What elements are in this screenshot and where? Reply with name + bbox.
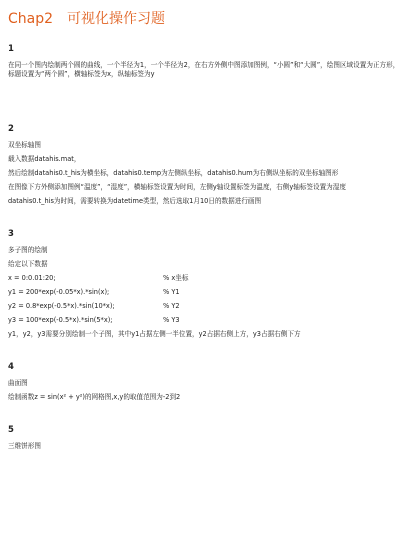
paragraph: y1，y2，y3需要分别绘制一个子图，其中y1占据左侧一半位置，y2占据右侧上方，y3占据右侧下方 — [8, 330, 301, 338]
section-heading: 多子图的绘制 — [8, 246, 48, 254]
code-comment: % Y2 — [163, 302, 180, 310]
code-row — [8, 274, 404, 283]
code-expression: y3 = 100*exp(-0.5*x).*sin(5*x); — [8, 316, 113, 324]
paragraph: 绘制函数z = sin(x² + y²)的网格图,x,y的取值范围为-2到2 — [8, 393, 181, 401]
section-5 — [8, 425, 404, 451]
code-comment: % Y1 — [163, 288, 180, 296]
code-comment: % x坐标 — [163, 274, 189, 282]
section-4 — [8, 362, 404, 402]
document-title — [8, 10, 404, 28]
paragraph: 给定以下数据 — [8, 260, 48, 268]
section-2 — [8, 124, 404, 206]
section-heading: 曲面图 — [8, 379, 28, 387]
paragraph: 然后绘制datahis0.t_his为横坐标，datahis0.temp为左侧纵坐标，datahis0.hum为右侧纵坐标的双坐标轴图形 — [8, 169, 339, 177]
code-expression: x = 0:0.01:20; — [8, 274, 56, 282]
code-row — [8, 316, 404, 325]
section-number: 1 — [8, 44, 14, 54]
section-heading: 双坐标轴图 — [8, 141, 41, 149]
code-expression: y2 = 0.8*exp(-0.5*x).*sin(10*x); — [8, 302, 115, 310]
section-number: 4 — [8, 362, 14, 372]
chapter-label: Chap2 — [8, 11, 54, 27]
section-1 — [8, 44, 404, 79]
section-3 — [8, 229, 404, 339]
code-expression: y1 = 200*exp(-0.05*x).*sin(x); — [8, 288, 110, 296]
code-row — [8, 288, 404, 297]
section-number: 5 — [8, 425, 14, 435]
paragraph: 载入数据datahis.mat， — [8, 155, 81, 163]
section-number: 3 — [8, 229, 14, 239]
paragraph: datahis0.t_his为时间，需要转换为datetime类型，然后选取1月10日的数据进行画图 — [8, 197, 262, 205]
section-text: 在同一个图内绘制两个圆的曲线，一个半径为1，一个半径为2，在右方外侧中图添加图例，“小圆”和“大圆”，绘图区域设置为正方形，标题设置为“两个圆”，横轴标签为x，纵轴标签为y — [8, 61, 400, 78]
chapter-title: 可视化操作习题 — [67, 11, 166, 27]
section-number: 2 — [8, 124, 14, 134]
code-comment: % Y3 — [163, 316, 180, 324]
section-heading: 三维饼形图 — [8, 442, 41, 450]
paragraph: 在图像下方外侧添加图例“温度”，“湿度”，横轴标签设置为时间，左侧y轴设置标签为温度，右侧y轴标签设置为湿度 — [8, 183, 346, 191]
code-row — [8, 302, 404, 311]
